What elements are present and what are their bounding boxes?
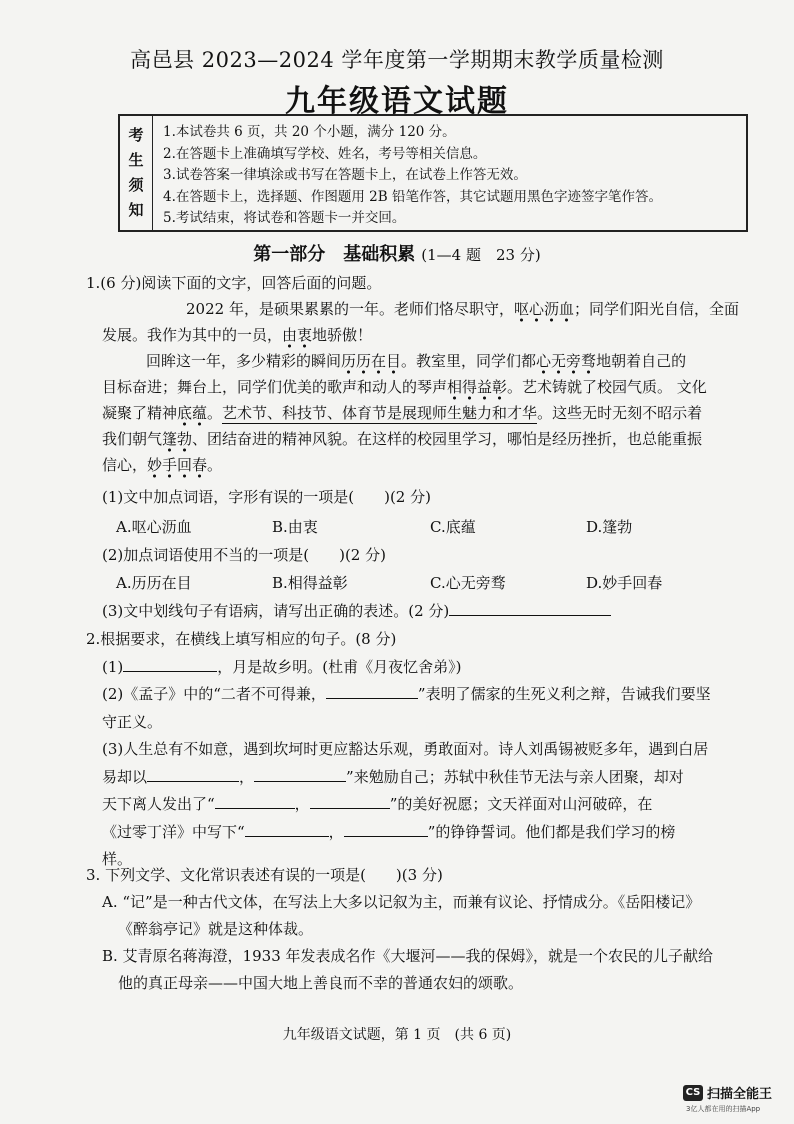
option-a-cont: 《醉翁亭记》就是这种体裁。 [118, 920, 314, 938]
answer-blank[interactable] [344, 822, 428, 837]
option-b: B. 艾青原名蒋海澄，1933 年发表成名作《大堰河——我的保姆》，就是一个农民的儿子献给 [102, 947, 714, 965]
option-c: C.心无旁骛 [430, 574, 506, 592]
option-b: B.相得益彰 [272, 574, 348, 592]
question-1-sub-1: (1)文中加点词语，字形有误的一项是( )(2 分) [102, 488, 431, 506]
dotted-word: 由衷 [282, 326, 312, 349]
notice-label [120, 116, 153, 230]
section-range: (1—4 题 23 分) [421, 246, 541, 264]
fill-line: 《过零丁洋》中写下“ ， ”的铮铮誓词。他们都是我们学习的榜 [102, 822, 676, 841]
section-title: 第一部分 基础积累 [253, 244, 416, 265]
fill-line: (2)《孟子》中的“二者不可得兼， ”表明了儒家的生死义利之辩，告诫我们要坚 [102, 685, 711, 703]
fill-line: 守正义。 [102, 712, 163, 731]
notice-items [153, 116, 662, 230]
scanner-app-name: 扫描全能王 [707, 1087, 773, 1102]
question-2-stem: 2.根据要求，在横线上填写相应的句子。(8 分) [86, 630, 397, 648]
option-a: A.历历在目 [116, 574, 192, 592]
answer-blank[interactable] [254, 767, 346, 782]
notice-label-char: 考 [128, 126, 144, 144]
fill-line: (3)人生总有不如意，遇到坎坷时更应豁达乐观，勇敢面对。诗人刘禹锡被贬多年，遇到白居 [102, 740, 709, 758]
passage-line: 目标奋进；舞台上，同学们优美的歌声和动人的琴声相得益彰。艺术铸就了校园气质。 文化 [102, 374, 762, 400]
answer-blank[interactable] [147, 767, 239, 782]
notice-box [118, 114, 748, 232]
answer-blank[interactable] [310, 794, 390, 809]
dotted-word: 底蕴 [177, 404, 207, 427]
answer-blank[interactable] [449, 601, 611, 616]
answer-blank[interactable] [123, 657, 217, 672]
dotted-word: 历历在目 [341, 352, 401, 375]
notice-item: 5.考试结束，将试卷和答题卡一并交回。 [163, 210, 406, 226]
dotted-word: 心无旁骛 [536, 352, 596, 375]
option-d: D.篷勃 [586, 518, 633, 536]
notice-item: 4.在答题卡上，选择题、作图题用 2B 铅笔作答，其它试题用黑色字迹签字笔作答。 [163, 188, 662, 205]
passage-line: 凝聚了精神底蕴。艺术节、科技节、体育节是展现师生魅力和才华。这些无时无刻不昭示着 [102, 400, 762, 426]
question-3-stem: 3. 下列文学、文化常识表述有误的一项是( )(3 分) [86, 866, 443, 884]
section-heading [0, 240, 794, 266]
option-b-cont: 他的真正母亲——中国大地上善良而不幸的普通农妇的颂歌。 [118, 974, 524, 992]
question-3 [86, 862, 762, 997]
passage-line: 回眸这一年，多少精彩的瞬间历历在目。教室里，同学们都心无旁骛地朝着自己的 [102, 348, 762, 374]
dotted-word: 相得益彰 [447, 378, 507, 401]
fill-line: 样。 [102, 850, 133, 868]
passage-line: 信心，妙手回春。 [102, 452, 762, 478]
exam-subtitle: 九年级语文试题 [285, 84, 509, 119]
answer-blank[interactable] [215, 794, 295, 809]
option-a: A.呕心沥血 [116, 518, 192, 536]
question-1-stem: 1.(6 分)阅读下面的文字，回答后面的问题。 [86, 274, 382, 292]
option-b: B.由衷 [272, 518, 318, 536]
passage-line: 发展。我作为其中的一员，由衷地骄傲！ [102, 322, 762, 348]
question-1-sub-2: (2)加点词语使用不当的一项是( )(2 分) [102, 546, 386, 564]
notice-item: 2.在答题卡上准确填写学校、姓名，考号等相关信息。 [163, 145, 487, 162]
notice-label-char: 知 [128, 201, 144, 219]
fill-line: (1) ，月是故乡明。(杜甫《月夜忆舍弟》) [102, 657, 462, 676]
fill-line: 易却以 ， ”来勉励自己；苏轼中秋佳节无法与亲人团聚，却对 [102, 767, 684, 786]
question-1-sub-3: (3)文中划线句子有语病，请写出正确的表述。(2 分) [102, 600, 762, 621]
notice-item: 3.试卷答案一律填涂或书写在答题卡上，在试卷上作答无效。 [163, 167, 527, 183]
passage-line: 我们朝气篷勃、团结奋进的精神风貌。在这样的校园里学习，哪怕是经历挫折，也总能重振 [102, 426, 762, 452]
option-c: C.底蕴 [430, 518, 476, 536]
question-2 [86, 626, 762, 874]
fill-line: 天下离人发出了“ ， ”的美好祝愿；文天祥面对山河破碎，在 [102, 795, 653, 813]
dotted-word: 妙手回春 [147, 456, 207, 479]
dotted-word: 呕心沥血 [514, 300, 574, 323]
dotted-word: 篷勃 [162, 430, 192, 453]
answer-blank[interactable] [326, 684, 418, 699]
notice-item: 1.本试卷共 6 页，共 20 个小题，满分 120 分。 [163, 124, 456, 140]
underlined-sentence: 艺术节、科技节、体育节是展现师生魅力和才华 [222, 404, 538, 422]
notice-label-char: 生 [128, 151, 144, 169]
option-d: D.妙手回春 [586, 574, 663, 592]
scanner-badge [683, 1083, 772, 1102]
scanner-tagline: 3亿人都在用的扫描App [686, 1105, 761, 1113]
question-1 [86, 270, 762, 478]
page-footer: 九年级语文试题，第 1 页 (共 6 页) [282, 1027, 512, 1043]
option-a: A. “记”是一种古代文体，在写法上大多以记叙为主，而兼有议论、抒情成分。《岳阳楼记》 [102, 893, 701, 911]
answer-blank[interactable] [245, 822, 329, 837]
notice-label-char: 须 [128, 176, 144, 194]
exam-title: 高邑县 2023—2024 学年度第一学期期末教学质量检测 [130, 48, 664, 72]
passage-line: 2022 年，是硕果累累的一年。老师们恪尽职守，呕心沥血；同学们阳光自信，全面 [102, 296, 762, 322]
camscanner-logo-icon: CS [683, 1085, 703, 1101]
